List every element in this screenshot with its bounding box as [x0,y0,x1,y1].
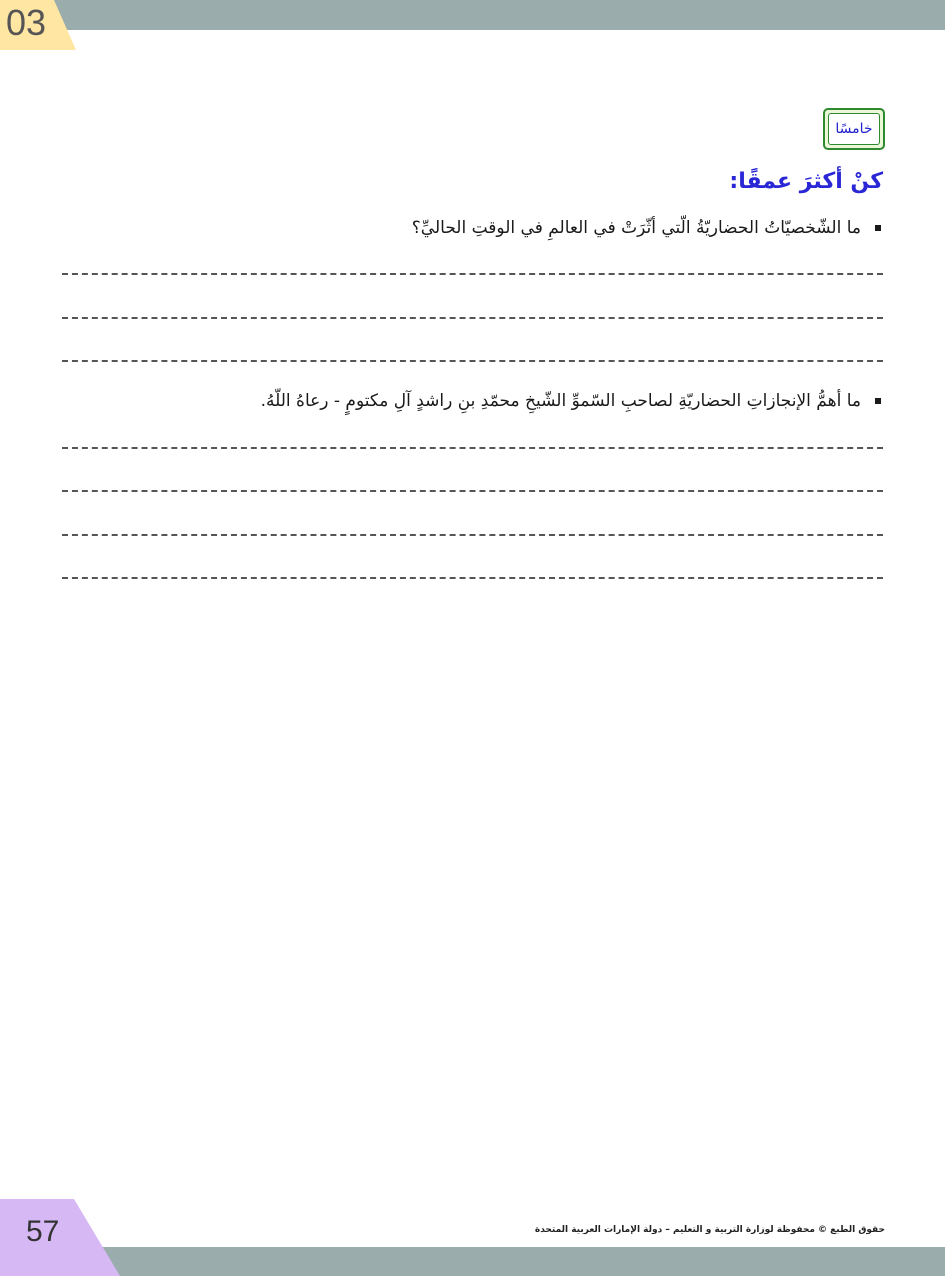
page-number: 57 [26,1215,60,1248]
top-header-bar [0,0,945,30]
question-1 [412,215,881,241]
question-2-text: ما أهمُّ الإنجازاتِ الحضاريّةِ لصاحبِ السّموِّ الشّيخِ محمّدِ بنِ راشدٍ آلِ مكتومٍ - رعاهُ اللّهُ. [260,391,861,411]
question-1-text: ما الشّخصيّاتُ الحضاريّةُ الّتي أثّرَتْ في العالمِ في الوقتِ الحاليِّ؟ [411,218,861,238]
answer-line-q1-3[interactable] [62,360,883,362]
answer-line-q2-2[interactable] [62,490,883,492]
answer-line-q2-1[interactable] [62,447,883,449]
answer-line-q2-3[interactable] [62,534,883,536]
bottom-footer-bar [0,1247,945,1276]
answer-line-q1-1[interactable] [62,273,883,275]
page-tab [0,1199,120,1276]
copyright-notice: حقوق الطبع © محفوظة لوزارة التربية و التعليم – دولة الإمارات العربية المتحدة [534,1225,885,1235]
question-2 [261,388,881,414]
bullet-square-icon [875,398,881,404]
section-heading: كنْ أكثرَ عمقًا: [729,169,883,194]
answer-line-q1-2[interactable] [62,317,883,319]
bullet-square-icon [875,225,881,231]
section-badge [823,108,885,150]
section-badge-label: خامسًا [828,113,880,145]
unit-number: 03 [6,2,47,43]
answer-line-q2-4[interactable] [62,577,883,579]
